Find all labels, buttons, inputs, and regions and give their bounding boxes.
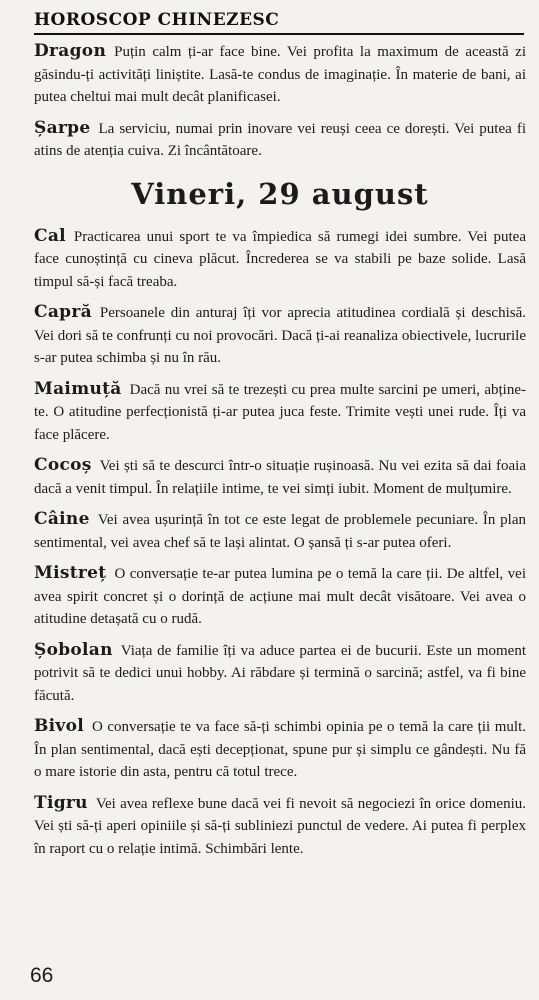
entry-text: Viața de familie îți va aduce partea ei de bucurii. Este un moment potrivit să te dedici unui hobby. Ai răbdare și termină o sarcină; astfel, va fi bine făcută. <box>34 642 526 704</box>
sign-name: Șobolan <box>34 639 113 660</box>
entry-mistret <box>34 562 526 631</box>
entry-sobolan <box>34 639 526 708</box>
sign-name: Cal <box>34 225 66 246</box>
entry-caine <box>34 508 526 554</box>
date-heading: Vineri, 29 august <box>131 176 429 211</box>
header-rule <box>34 33 524 35</box>
entry-text: Puțin calm ți-ar face bine. Vei profita la maximum de această zi găsindu-ți activități liniștite. Lasă-te condus de imaginație. În materie de bani, ai putea cheltui mai mult decât planificasei. <box>34 44 526 105</box>
entry-text: Vei avea reflexe bune dacă vei fi nevoit să negociezi în orice domeniu. Vei ști să-ți aperi opiniile și să-ți subliniezi punctul de vedere. Ai putea fi perplex în raport cu o relație intimă. Schimbări lente. <box>34 795 526 857</box>
entry-capra <box>34 301 526 370</box>
entry-sarpe <box>34 117 526 163</box>
sign-name: Dragon <box>34 41 107 61</box>
entry-cal <box>34 225 526 294</box>
running-header <box>34 6 524 36</box>
page-content <box>34 40 526 868</box>
entry-text: La serviciu, numai prin inovare vei reuși ceea ce dorești. Vei putea fi atins de atenția cuiva. Zi încântătoare. <box>34 120 526 159</box>
sign-name: Tigru <box>34 792 88 813</box>
entry-text: Persoanele din anturaj îți vor aprecia atitudinea cordială și deschisă. Vei dori să te confrunți cu noi provocări. Dacă ți-ai reanaliza obiectivele, lucrurile s-ar putea schimba și nu în rău. <box>34 305 526 366</box>
sign-name: Capră <box>34 302 92 322</box>
entry-tigru <box>34 792 526 861</box>
sign-name: Bivol <box>34 716 85 736</box>
sign-name: Câine <box>34 509 90 529</box>
entry-text: O conversație te-ar putea lumina pe o temă la care ții. De altfel, vei avea spirit concret și o dorință de acțiune mai mult decât visătoare. Vei avea o atitudine detașată cu o rudă. <box>34 566 526 627</box>
entry-cocos <box>34 454 526 500</box>
sign-name: Maimuță <box>34 378 122 399</box>
entry-dragon <box>34 40 526 109</box>
entry-maimuta <box>34 378 526 447</box>
header-title: HOROSCOP CHINEZESC <box>34 10 280 30</box>
sign-name: Mistreț <box>34 563 107 583</box>
entry-text: Practicarea unui sport te va împiedica să rumegi idei sumbre. Vei putea face cunoștință cu cineva plăcut. Încrederea se va stabili pe baze solide. Lasă timpul să-și facă treaba. <box>34 228 526 290</box>
page-number: 66 <box>30 964 54 987</box>
entry-text: O conversație te va face să-ți schimbi opinia pe o temă la care ții mult. În plan sentimental, dacă ești decepționat, spune pur și simplu ce gândești. Nu fă o mare istorie din asta, pentru că totul trece. <box>34 719 526 780</box>
entry-text: Vei avea ușurință în tot ce este legat de problemele pecuniare. În plan sentimental, vei avea chef să te lași alintat. O șansă ți s-ar putea oferi. <box>34 512 526 551</box>
entry-text: Dacă nu vrei să te trezești cu prea multe sarcini pe umeri, abține-te. O atitudine perfecționistă ți-ar putea juca feste. Trimite vești unei rude. Îți va face plăcere. <box>34 381 526 443</box>
sign-name: Șarpe <box>34 117 91 138</box>
sign-name: Cocoș <box>34 455 92 475</box>
entry-bivol <box>34 715 526 784</box>
entry-text: Vei ști să te descurci într-o situație rușinoasă. Nu vei ezita să dai foaia dacă a venit timpul. În relațiile intime, te vei simți iubit. Moment de mulțumire. <box>34 458 526 497</box>
